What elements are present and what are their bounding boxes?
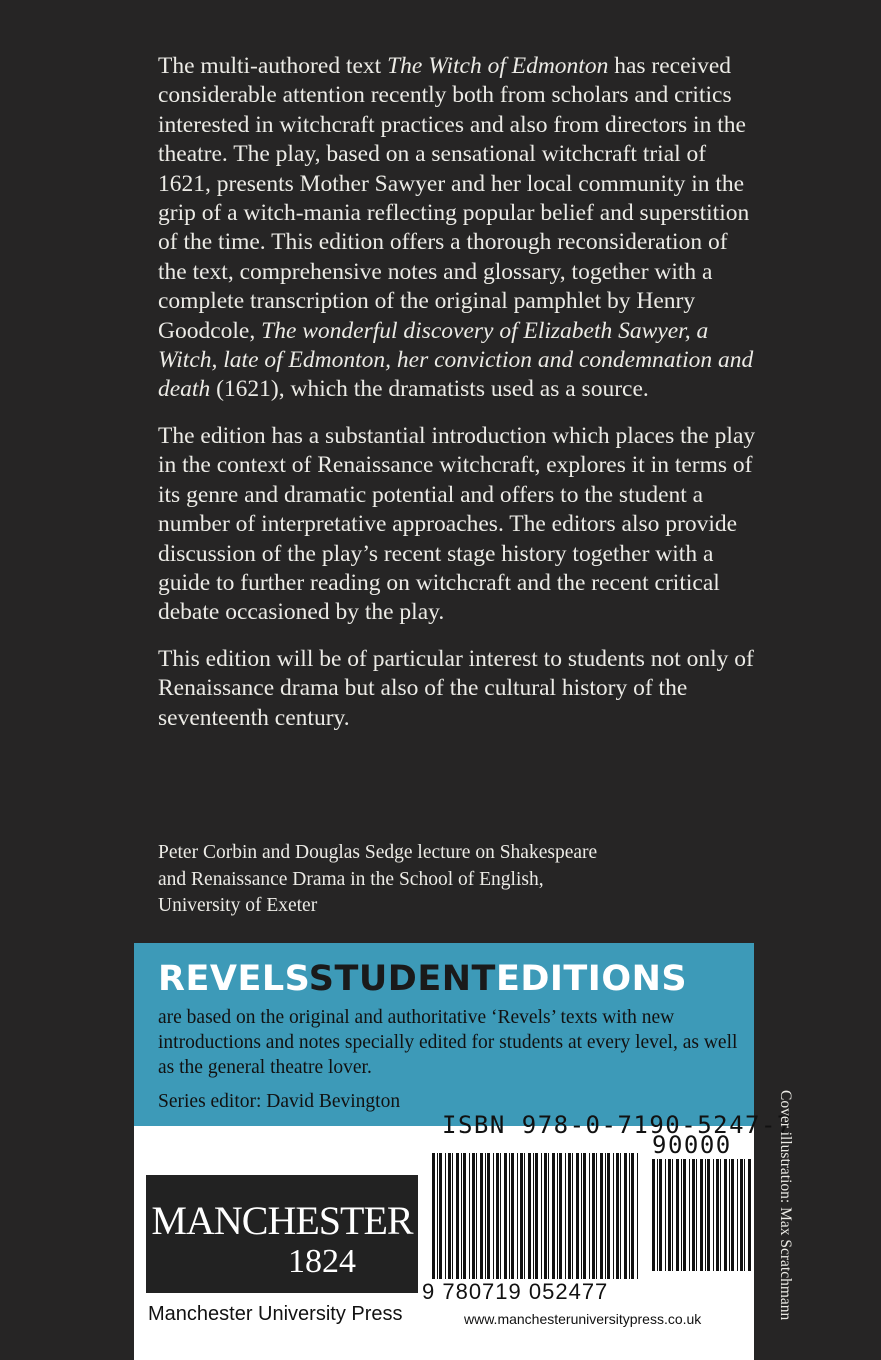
blurb-p1-text-a: The multi-authored text: [158, 53, 388, 79]
logo-name: MANCHESTER: [151, 1198, 413, 1243]
press-name: Manchester University Press: [148, 1303, 403, 1325]
bio-line: Peter Corbin and Douglas Sedge lecture on Shakespeare: [158, 842, 598, 863]
addon-barcode-icon: [650, 1159, 754, 1271]
series-band: [134, 943, 754, 1126]
series-title-editions: EDITIONS: [495, 959, 688, 999]
blurb-paragraph-1: [158, 52, 758, 405]
blurb-p1-text-b: has received considerable attention recently both from scholars and critics interested in witchcraft practices and also from directors in the theatre. The play, based on a sensational witchcraft trial of 1621, presents Mother Sawyer and her local community in the grip of a witch-mania reflecting popular belief and superstition of the time. This edition offers a thorough reconsideration of the text, comprehensive notes and glossary, together with a complete transcription of the original pamphlet by Henry Goodcole,: [158, 53, 750, 344]
series-editor: Series editor: David Bevington: [158, 1091, 401, 1112]
blurb-p1-text-c: (1621), which the dramatists used as a source.: [210, 376, 649, 403]
bio-line: University of Exeter: [158, 895, 318, 916]
website: www.manchesteruniversitypress.co.uk: [464, 1311, 702, 1327]
logo-year: 1824: [288, 1243, 356, 1280]
series-title: [158, 959, 687, 999]
play-title: The Witch of Edmonton: [387, 53, 609, 79]
blurb: [158, 52, 758, 750]
series-title-student: STUDENT: [308, 959, 496, 999]
addon-code: 90000: [652, 1131, 732, 1159]
series-description: are based on the original and authoritative ‘Revels’ texts with new introductions and notes specially edited for students at every level, as well as the general theatre lover.: [158, 1007, 738, 1078]
pamphlet-title: The wonderful discovery of Elizabeth Sawyer, a Witch, late of Edmonton, her conviction and condemnation and death: [158, 317, 754, 403]
blurb-paragraph-2: The edition has a substantial introduction which places the play in the context of Renaissance witchcraft, explores it in terms of its genre and dramatic potential and offers to the student a number of interpretative approaches. The editors also provide discussion of the play’s recent stage history together with a guide to further reading on witchcraft and the recent critical debate occasioned by the play.: [158, 422, 756, 626]
publisher-logo: [146, 1175, 418, 1293]
bio-line: and Renaissance Drama in the School of English,: [158, 868, 544, 890]
isbn-text: ISBN 978-0-7190-5247-7: [442, 1111, 793, 1139]
cover-credit: Cover illustration: Max Scratchmann: [777, 1090, 794, 1321]
barcode-digits: 9 780719 052477: [422, 1279, 609, 1304]
editors-bio: [158, 840, 758, 920]
series-title-revels: REVELS: [158, 959, 309, 999]
barcode-icon: [430, 1153, 642, 1279]
blurb-paragraph-3: This edition will be of particular interest to students not only of Renaissance drama but also of the cultural history of the seventeenth century.: [158, 645, 754, 731]
